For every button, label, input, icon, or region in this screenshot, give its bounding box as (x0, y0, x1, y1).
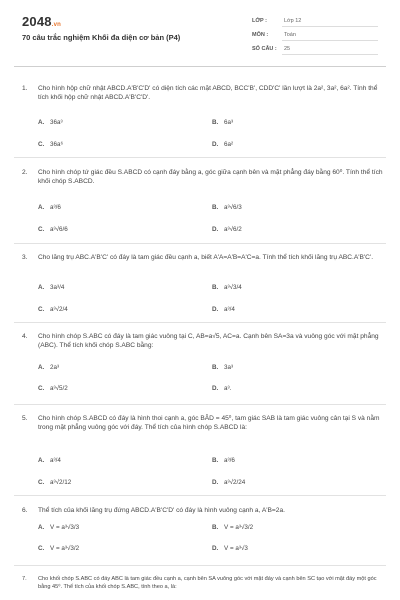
question-number: 1. (22, 85, 28, 92)
option-letter: D. (212, 479, 219, 486)
option-value: a³/4 (50, 457, 61, 464)
brand-suffix: .vn (51, 22, 62, 28)
meta-count (252, 46, 378, 55)
option-letter: D. (212, 226, 219, 233)
brand-name: 2048 (22, 14, 52, 29)
option-value: a³/6 (50, 204, 61, 211)
meta-key: SỐ CÂU : (252, 46, 277, 52)
option-letter: C. (38, 545, 45, 552)
option-letter: A. (38, 204, 45, 211)
question-number: 7. (22, 576, 27, 582)
question-number: 4. (22, 333, 28, 340)
question-number: 5. (22, 415, 28, 422)
option-b[interactable] (212, 523, 253, 532)
option-letter: D. (212, 306, 219, 313)
option-letter: A. (38, 364, 45, 371)
meta-key: MÔN : (252, 32, 269, 38)
option-value: V = a³√3/2 (50, 545, 80, 552)
option-value: 36a³ (50, 119, 63, 126)
option-b[interactable] (212, 456, 235, 465)
option-d[interactable] (212, 305, 235, 314)
option-b[interactable] (212, 118, 233, 127)
option-d[interactable] (212, 140, 233, 149)
question-text: Cho hình hộp chữ nhật ABCD.A'B'C'D' có diện tích các mặt ABCD, BCC'B', CDD'C' lần lượt là 2a², 3a², 6a². Tính thể tích khối hộp chữ nhật ABCD.A'B'C'D'. (38, 85, 378, 101)
option-a[interactable] (38, 363, 59, 372)
question-separator (14, 157, 386, 158)
header-divider (14, 66, 386, 67)
question-text: Cho hình chóp tứ giác đều S.ABCD có cạnh đáy bằng a, góc giữa cạnh bên và mặt phẳng đáy bằng 60⁰. Tính thể tích khối chóp S.ABCD. (38, 169, 383, 185)
question-text: Cho hình chóp S.ABCD có đáy là hình thoi cạnh a, góc BÂD = 45⁰, tam giác SAB là tam giác vuông cân tại S và nằm trong mặt phẳng vuông góc với đáy. Thể tích của hình chóp S.ABCD là: (38, 415, 380, 431)
meta-value: Lớp 12 (284, 18, 302, 24)
option-value: a³√3/4 (224, 284, 242, 291)
option-c[interactable] (38, 225, 68, 234)
option-letter: B. (212, 204, 219, 211)
question-separator (14, 322, 386, 323)
option-a[interactable] (38, 283, 64, 292)
option-value: 3a³/4 (50, 284, 65, 291)
brand-logo[interactable] (22, 14, 61, 29)
question-number: 6. (22, 507, 28, 514)
option-value: 3a³ (224, 364, 234, 371)
option-letter: A. (38, 457, 45, 464)
question-separator (14, 495, 386, 496)
option-letter: D. (212, 545, 219, 552)
option-d[interactable] (212, 384, 231, 393)
meta-value: 25 (284, 46, 291, 52)
option-letter: B. (212, 119, 219, 126)
option-c[interactable] (38, 140, 63, 149)
option-value: V = a³√3/2 (224, 524, 254, 531)
option-value: a³√2/4 (50, 306, 68, 313)
option-c[interactable] (38, 478, 71, 487)
option-value: a³√2/12 (50, 479, 72, 486)
option-value: 2a³ (50, 364, 60, 371)
option-letter: A. (38, 119, 45, 126)
option-letter: B. (212, 524, 219, 531)
question-text: Thể tích của khối lăng trụ đứng ABCD.A'B'C'D' có đáy là hình vuông cạnh a, A'B=2a. (38, 507, 285, 514)
option-a[interactable] (38, 523, 79, 532)
option-d[interactable] (212, 225, 242, 234)
option-letter: C. (38, 141, 45, 148)
option-value: a³. (224, 385, 232, 392)
option-d[interactable] (212, 544, 248, 553)
meta-value: Toán (284, 32, 296, 38)
option-a[interactable] (38, 118, 63, 127)
option-a[interactable] (38, 456, 61, 465)
option-c[interactable] (38, 384, 68, 393)
option-letter: B. (212, 284, 219, 291)
option-c[interactable] (38, 544, 79, 553)
option-value: 36a⁶ (50, 141, 64, 148)
option-value: a³√6/2 (224, 226, 242, 233)
document-title: 70 câu trắc nghiệm Khối đa diện cơ bản (P4) (22, 33, 181, 42)
question-separator (14, 404, 386, 405)
option-value: a³/4 (224, 306, 235, 313)
question-text: Cho lăng trụ ABC.A'B'C' có đáy là tam giác đều cạnh a, biết A'A=A'B=A'C=a. Tính thể tích khối lăng trụ ABC.A'B'C'. (38, 254, 374, 261)
option-letter: C. (38, 385, 45, 392)
option-c[interactable] (38, 305, 68, 314)
meta-subject (252, 32, 378, 41)
option-b[interactable] (212, 283, 242, 292)
option-a[interactable] (38, 203, 61, 212)
option-value: V = a³√3/3 (50, 524, 80, 531)
option-letter: C. (38, 226, 45, 233)
option-value: a³√6/6 (50, 226, 68, 233)
option-letter: D. (212, 385, 219, 392)
question-text: Cho khối chóp S.ABC có đáy ABC là tam giác đều cạnh a, cạnh bên SA vuông góc với mặt đáy và cạnh bên SC tạo với mặt đáy một góc bằng 45⁰. Thể tích của khối chóp S.ABC, tính theo a, là: (38, 576, 377, 590)
meta-key: LỚP : (252, 18, 267, 24)
option-value: a³√2/24 (224, 479, 246, 486)
option-letter: A. (38, 524, 45, 531)
option-letter: C. (38, 306, 45, 313)
option-value: 6a³ (224, 119, 234, 126)
question-separator (14, 243, 386, 244)
meta-class (252, 18, 378, 27)
option-letter: A. (38, 284, 45, 291)
option-value: V = a³√3 (224, 545, 248, 552)
question-number: 3. (22, 254, 28, 261)
question-number: 2. (22, 169, 28, 176)
option-letter: B. (212, 364, 219, 371)
option-b[interactable] (212, 363, 233, 372)
option-value: 6a² (224, 141, 234, 148)
option-d[interactable] (212, 478, 245, 487)
option-b[interactable] (212, 203, 242, 212)
question-separator (14, 565, 386, 566)
option-value: a³/6 (224, 457, 235, 464)
option-letter: B. (212, 457, 219, 464)
option-letter: C. (38, 479, 45, 486)
option-letter: D. (212, 141, 219, 148)
option-value: a³√5/2 (50, 385, 68, 392)
question-text: Cho hình chóp S.ABC có đáy là tam giác vuông tại C, AB=a√5, AC=a. Cạnh bên SA=3a và vuông góc với mặt phẳng (ABC). Thể tích khối chóp S.ABC bằng: (38, 333, 379, 349)
option-value: a³√6/3 (224, 204, 242, 211)
